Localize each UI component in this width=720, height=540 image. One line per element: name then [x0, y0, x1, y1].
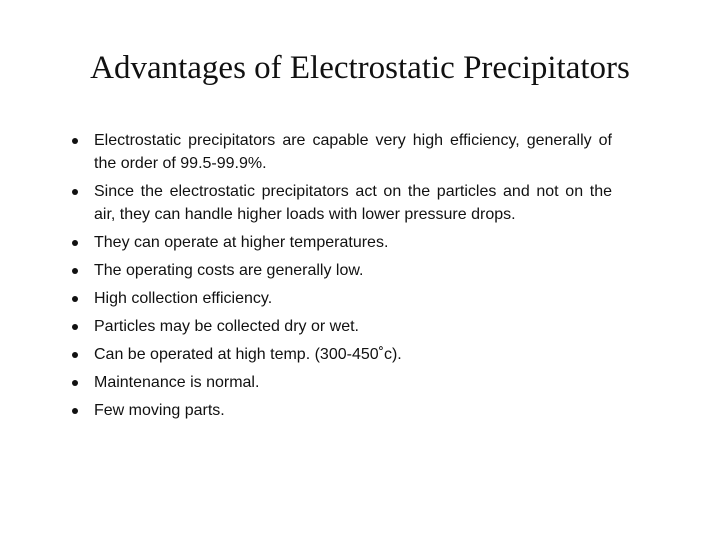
bullet-text: Few moving parts. — [94, 402, 225, 419]
bullet-text: The operating costs are generally low. — [94, 262, 364, 279]
bullet-item — [72, 129, 612, 175]
bullet-item — [72, 315, 612, 338]
bullet-dot-icon — [72, 268, 78, 274]
bullet-text: Can be operated at high temp. (300-450˚c). — [94, 346, 402, 363]
bullet-dot-icon — [72, 352, 78, 358]
bullet-dot-icon — [72, 380, 78, 386]
bullet-dot-icon — [72, 324, 78, 330]
bullet-text: They can operate at higher temperatures. — [94, 234, 389, 251]
bullet-dot-icon — [72, 408, 78, 414]
bullet-text: Since the electrostatic precipitators act on the particles and not on the air, they can handle higher loads with lower pressure drops. — [94, 183, 612, 223]
bullet-dot-icon — [72, 296, 78, 302]
bullet-text: Maintenance is normal. — [94, 374, 260, 391]
bullet-item — [72, 231, 612, 254]
bullet-item — [72, 371, 612, 394]
bullet-dot-icon — [72, 138, 78, 144]
bullet-item — [72, 180, 612, 226]
bullet-item — [72, 259, 612, 282]
bullet-list — [72, 129, 612, 427]
bullet-text: Electrostatic precipitators are capable very high efficiency, generally of the order of 99.5-99.9%. — [94, 132, 612, 172]
bullet-item — [72, 399, 612, 422]
bullet-text: Particles may be collected dry or wet. — [94, 318, 359, 335]
bullet-item — [72, 343, 612, 366]
bullet-text: High collection efficiency. — [94, 290, 273, 307]
bullet-dot-icon — [72, 189, 78, 195]
slide-title: Advantages of Electrostatic Precipitators — [90, 50, 630, 86]
bullet-dot-icon — [72, 240, 78, 246]
bullet-item — [72, 287, 612, 310]
